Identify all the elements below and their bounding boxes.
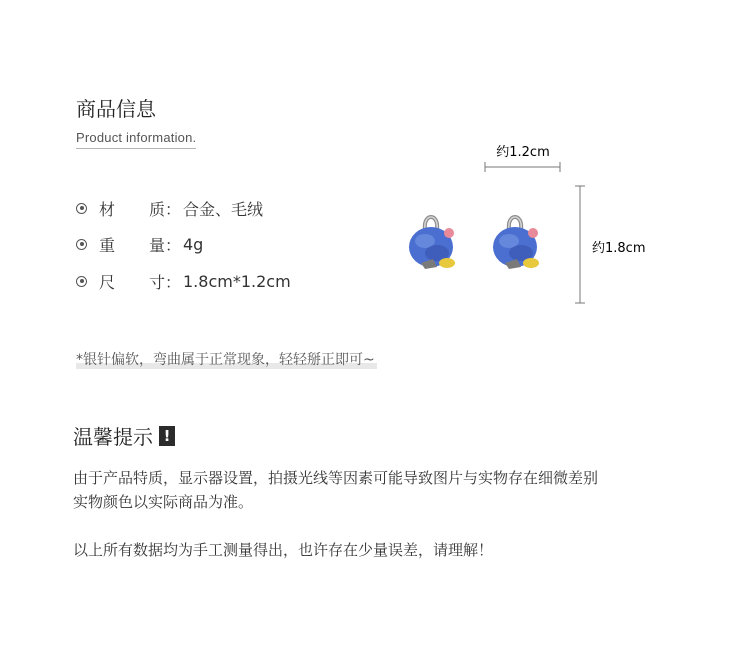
tips-title	[73, 421, 175, 450]
exclamation-icon: !	[159, 426, 175, 446]
earring-right	[493, 217, 539, 269]
tips-paragraph-line: 实物颜色以实际商品为准。	[73, 493, 254, 511]
product-image	[395, 135, 665, 315]
spec-label-char-2: 质：	[148, 199, 181, 219]
spec-label	[99, 270, 181, 293]
spec-label	[99, 233, 181, 256]
spec-row-size	[76, 270, 291, 292]
spec-label	[99, 197, 181, 220]
tips-paragraph-disclaimer: 以上所有数据均为手工测量得出，也许存在少量误差，请理解！	[73, 541, 494, 559]
bullet-icon	[76, 203, 87, 214]
spec-label-char-2: 量：	[148, 235, 181, 255]
bullet-icon	[76, 239, 87, 250]
earring-left	[409, 217, 455, 269]
spec-label-char-1: 重	[99, 235, 116, 255]
tips-title-text: 温馨提示	[73, 425, 153, 449]
height-dimension-line	[575, 186, 585, 303]
bullet-icon	[76, 276, 87, 287]
section-title: 商品信息	[76, 97, 156, 121]
tips-paragraph-line: 由于产品特质，显示器设置，拍摄光线等因素可能导致图片与实物存在细微差别	[73, 469, 599, 487]
height-dimension-label: 约1.8cm	[592, 241, 646, 256]
width-dimension-line	[485, 162, 560, 172]
spec-row-material	[76, 197, 263, 219]
spec-value: 1.8cm*1.2cm	[183, 271, 291, 291]
spec-label-char-1: 尺	[99, 272, 116, 292]
section-subtitle: Product information.	[76, 130, 196, 149]
spec-value: 4g	[183, 234, 204, 254]
spec-label-char-2: 寸：	[148, 272, 181, 292]
spec-label-char-1: 材	[99, 199, 116, 219]
care-note: *银针偏软，弯曲属于正常现象，轻轻掰正即可~	[76, 349, 377, 369]
spec-value: 合金、毛绒	[183, 199, 264, 219]
spec-row-weight	[76, 233, 203, 255]
width-dimension-label: 约1.2cm	[496, 145, 550, 160]
